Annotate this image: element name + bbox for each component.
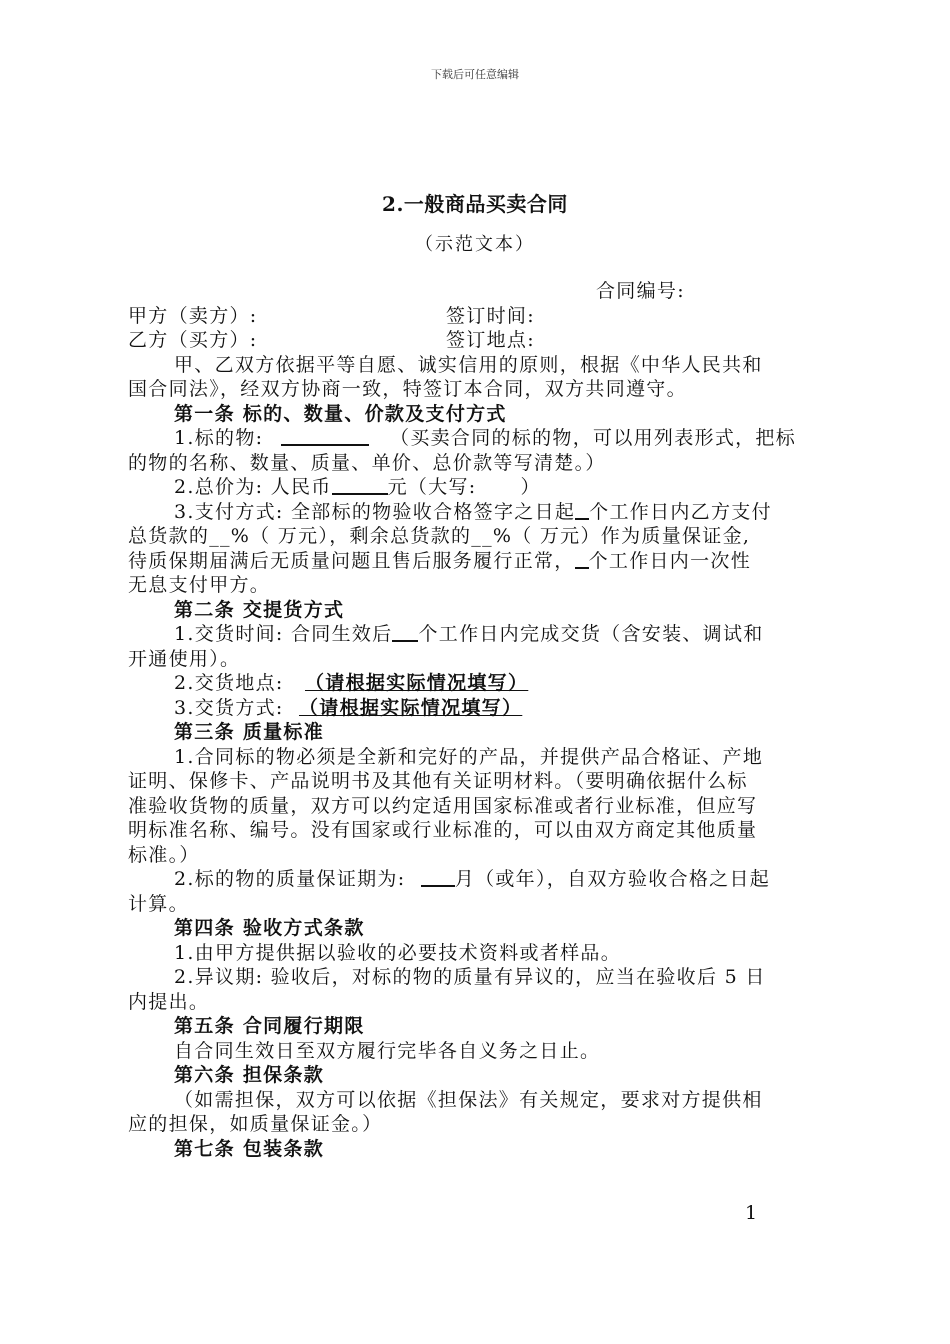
delivery-time-label: 1.交货时间: 合同生效后 <box>174 623 393 645</box>
party-b-row <box>128 328 834 353</box>
section-2-heading: 第二条 交提货方式 <box>174 598 345 621</box>
section-1-item-3-cont: 总货款的__%（ 万元），剩余总货款的__%（ 万元）作为质量保证金, <box>128 525 751 547</box>
section-3-item-2-cont: 计算。 <box>128 892 189 915</box>
section-2-item-3 <box>128 696 834 721</box>
document-subtitle: （示范文本） <box>415 234 535 255</box>
payment-days-blank <box>575 500 589 520</box>
warranty-period-blank <box>421 867 455 887</box>
payment-warranty-text-2: 个工作日内一次性 <box>588 549 752 572</box>
party-a-label: 甲方（卖方）: <box>128 304 258 327</box>
section-6-heading: 第六条 担保条款 <box>174 1064 325 1086</box>
delivery-time-text: 个工作日内完成交货（含安装、调试和 <box>418 623 764 645</box>
intro-paragraph-line: 甲、乙双方依据平等自愿、诚实信用的原则，根据《中华人民共和 <box>174 353 763 376</box>
section-3-item-1-cont: 准验收货物的质量，双方可以约定适用国家标准或者行业标准，但应写 <box>128 794 758 817</box>
section-1-item-1-cont: 的物的名称、数量、质量、单价、总价款等写清楚。） <box>128 451 606 474</box>
section-7-heading: 第七条 包装条款 <box>174 1137 325 1160</box>
party-a-row <box>128 304 834 329</box>
section-3-item-1-cont: 证明、保修卡、产品说明书及其他有关证明材料。（要明确依据什么标 <box>128 770 748 792</box>
section-1-item-1 <box>128 426 834 451</box>
delivery-place-placeholder: （请根据实际情况填写） <box>304 672 529 694</box>
payment-method-text-2: 个工作日内乙方支付 <box>589 500 772 523</box>
section-3-item-2 <box>128 867 834 892</box>
page-number: 1 <box>745 1202 758 1224</box>
warranty-period-label: 2.标的物的质量保证期为: <box>174 868 406 890</box>
total-price-close: ） <box>520 476 541 498</box>
section-4-item-2: 2.异议期: 验收后，对标的物的质量有异议的，应当在验收后 5 日 <box>174 966 766 988</box>
delivery-method-label: 3.交货方式: <box>174 696 284 719</box>
section-6-text-cont: 应的担保，如质量保证金。） <box>128 1113 383 1135</box>
contract-body <box>128 279 834 1161</box>
total-price-capital-label: 元（大写: <box>387 476 477 498</box>
payment-warranty-text: 待质保期届满后无质量问题且售后服务履行正常， <box>128 549 575 572</box>
section-3-heading: 第三条 质量标准 <box>174 721 325 743</box>
subject-matter-note: （买卖合同的标的物，可以用列表形式，把标 <box>390 427 797 449</box>
page-header-note: 下载后可任意编辑 <box>431 68 519 81</box>
subject-matter-blank <box>281 426 369 446</box>
section-6-text: （如需担保，双方可以依据《担保法》有关规定，要求对方提供相 <box>174 1088 763 1111</box>
section-3-item-1: 1.合同标的物必须是全新和完好的产品，并提供产品合格证、产地 <box>174 745 764 768</box>
section-1-item-3 <box>128 500 834 525</box>
delivery-days-blank <box>392 622 418 642</box>
delivery-method-placeholder: （请根据实际情况填写） <box>298 696 523 719</box>
payment-final-days-blank <box>575 549 589 569</box>
sign-place-label: 签订地点: <box>446 329 535 351</box>
contract-number-label: 合同编号: <box>596 280 685 302</box>
section-2-item-1-cont: 开通使用）。 <box>128 647 241 670</box>
section-1-item-2 <box>128 475 834 500</box>
warranty-period-text: 月（或年），自双方验收合格之日起 <box>454 868 771 890</box>
total-price-label: 2.总价为: 人民币 <box>174 476 332 498</box>
delivery-place-label: 2.交货地点: <box>174 672 284 694</box>
subject-matter-label: 1.标的物: <box>174 427 264 449</box>
section-2-item-1 <box>128 622 834 647</box>
section-1-heading: 第一条 标的、数量、价款及支付方式 <box>174 402 507 425</box>
section-1-item-3-cont-3: 无息支付甲方。 <box>128 574 271 596</box>
section-5-heading: 第五条 合同履行期限 <box>174 1015 365 1037</box>
section-4-item-1: 1.由甲方提供据以验收的必要技术资料或者样品。 <box>174 941 622 964</box>
section-1-item-3-cont-2 <box>128 549 834 574</box>
section-4-heading: 第四条 验收方式条款 <box>174 917 365 939</box>
party-b-label: 乙方（买方）: <box>128 329 258 351</box>
section-4-item-2-cont: 内提出。 <box>128 990 210 1013</box>
section-3-item-1-cont: 标准。） <box>128 843 200 866</box>
total-price-blank <box>332 475 388 495</box>
payment-method-text: 3.支付方式: 全部标的物验收合格签字之日起 <box>174 500 576 523</box>
intro-paragraph-line: 国合同法》，经双方协商一致，特签订本合同，双方共同遵守。 <box>128 378 687 400</box>
document-title: 2.一般商品买卖合同 <box>382 192 568 216</box>
section-5-text: 自合同生效日至双方履行完毕各自义务之日止。 <box>174 1039 601 1062</box>
section-2-item-2 <box>128 671 834 696</box>
section-3-item-1-cont: 明标准名称、编号。没有国家或行业标准的，可以由双方商定其他质量 <box>128 819 758 841</box>
sign-time-label: 签订时间: <box>446 304 535 327</box>
